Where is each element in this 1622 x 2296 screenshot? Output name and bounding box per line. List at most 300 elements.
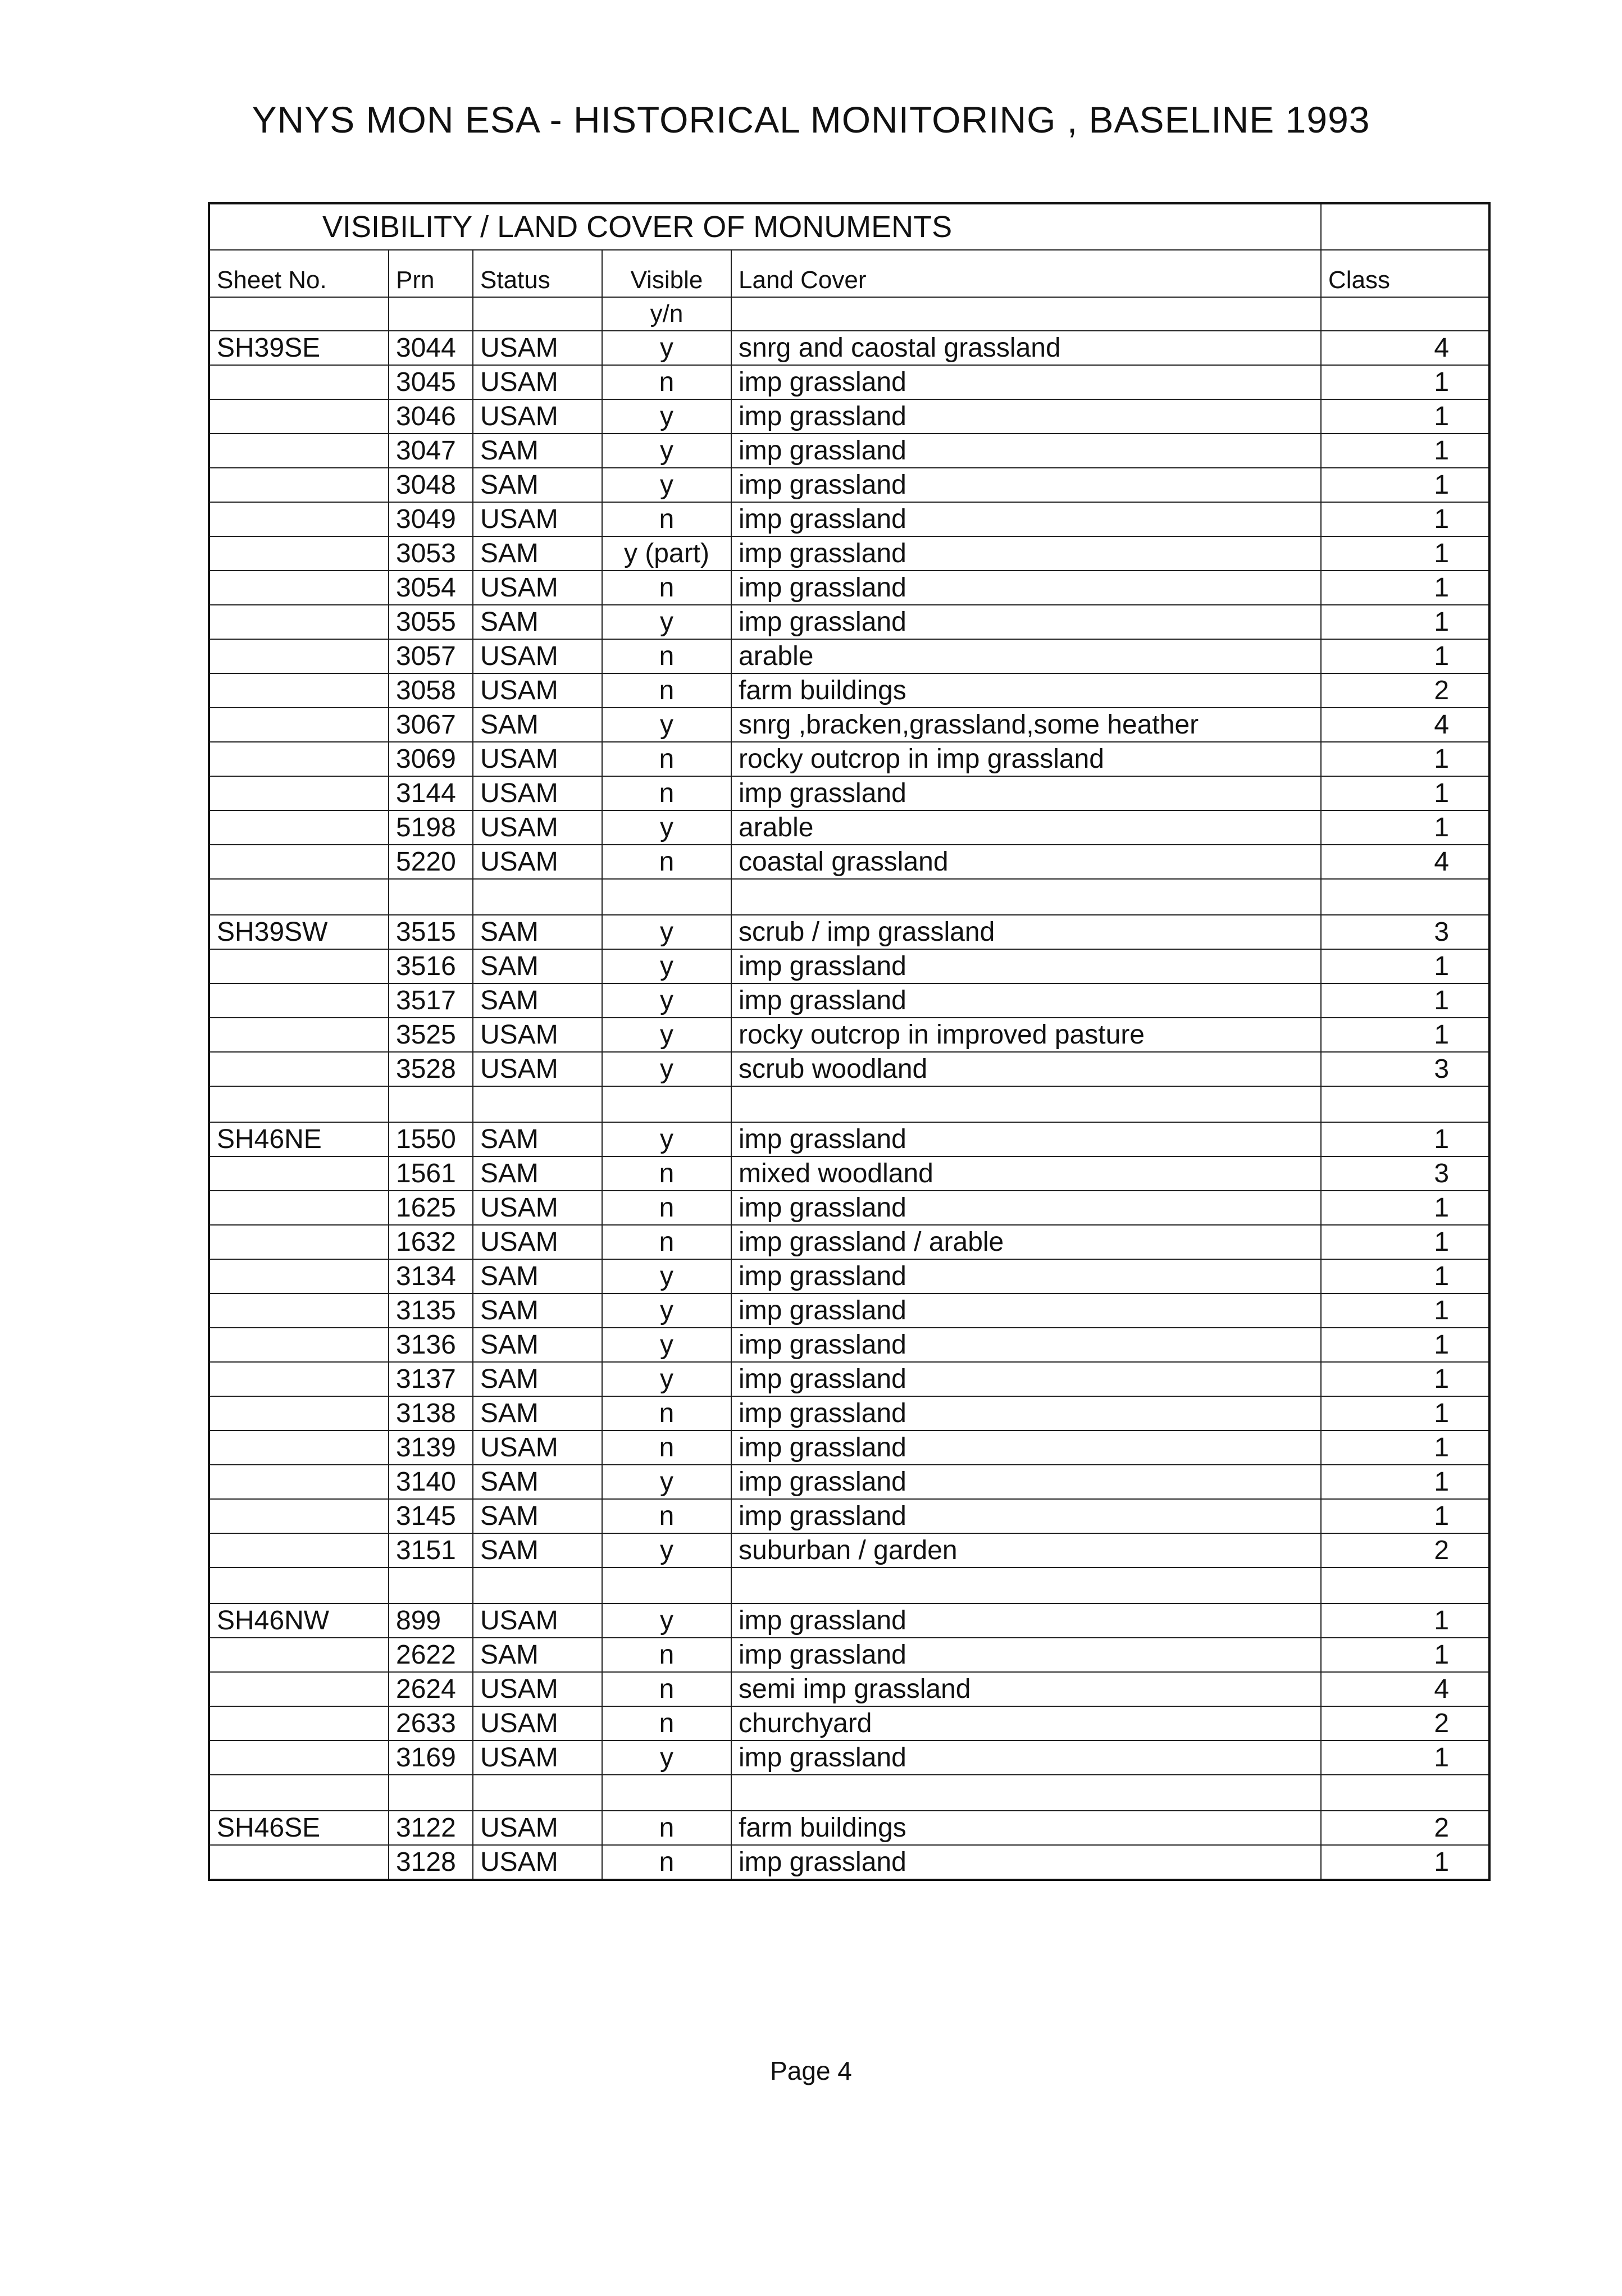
prn-cell: 3048 (389, 468, 473, 502)
class-cell: 1 (1321, 1293, 1489, 1328)
prn-cell: 3516 (389, 949, 473, 983)
empty-cell (209, 1086, 389, 1122)
empty-cell (602, 1086, 731, 1122)
prn-cell: 5198 (389, 810, 473, 845)
prn-cell: 3151 (389, 1533, 473, 1568)
visible-cell: y (602, 949, 731, 983)
land-cover-cell: imp grassland (731, 949, 1321, 983)
land-cover-cell: imp grassland (731, 1259, 1321, 1293)
sheet-no-cell: SH39SW (209, 915, 389, 949)
table-row (209, 1845, 1489, 1880)
empty-cell (209, 639, 389, 673)
visible-cell: y (602, 810, 731, 845)
table-row (209, 434, 1489, 468)
prn-cell: 3515 (389, 915, 473, 949)
visible-cell: y (part) (602, 536, 731, 571)
table-row (209, 742, 1489, 776)
visible-cell: y (602, 1741, 731, 1775)
class-cell: 2 (1321, 1533, 1489, 1568)
class-cell: 2 (1321, 1811, 1489, 1845)
table-row (209, 639, 1489, 673)
table-row (209, 1672, 1489, 1706)
land-cover-cell: suburban / garden (731, 1533, 1321, 1568)
table-row (209, 949, 1489, 983)
land-cover-cell: imp grassland (731, 1465, 1321, 1499)
class-cell: 1 (1321, 571, 1489, 605)
status-cell: SAM (473, 434, 602, 468)
visible-cell: y (602, 1362, 731, 1396)
spacer-row (209, 1775, 1489, 1811)
class-cell: 1 (1321, 1191, 1489, 1225)
empty-cell (209, 845, 389, 879)
land-cover-cell: imp grassland (731, 1431, 1321, 1465)
visible-cell: y (602, 708, 731, 742)
empty-cell (1321, 1775, 1489, 1811)
table-row (209, 708, 1489, 742)
visible-cell: n (602, 1191, 731, 1225)
land-cover-cell: semi imp grassland (731, 1672, 1321, 1706)
table-row (209, 1465, 1489, 1499)
class-cell: 1 (1321, 1259, 1489, 1293)
prn-cell: 3057 (389, 639, 473, 673)
empty-cell (602, 1568, 731, 1603)
land-cover-cell: farm buildings (731, 1811, 1321, 1845)
empty-cell (209, 1156, 389, 1191)
prn-cell: 3528 (389, 1052, 473, 1086)
header-prn: Prn (389, 250, 473, 297)
prn-cell: 2633 (389, 1706, 473, 1741)
table-row (209, 365, 1489, 399)
prn-cell: 3517 (389, 983, 473, 1018)
status-cell: SAM (473, 1396, 602, 1431)
empty-cell (209, 1018, 389, 1052)
empty-cell (209, 776, 389, 810)
prn-cell: 3058 (389, 673, 473, 708)
land-cover-cell: imp grassland (731, 1328, 1321, 1362)
class-cell: 3 (1321, 915, 1489, 949)
prn-cell: 1561 (389, 1156, 473, 1191)
empty-cell (209, 1431, 389, 1465)
class-cell: 1 (1321, 605, 1489, 639)
status-cell: USAM (473, 810, 602, 845)
empty-cell (731, 1568, 1321, 1603)
class-cell: 1 (1321, 776, 1489, 810)
prn-cell: 5220 (389, 845, 473, 879)
table-row (209, 983, 1489, 1018)
empty-cell (209, 1499, 389, 1533)
status-cell: USAM (473, 776, 602, 810)
prn-cell: 3045 (389, 365, 473, 399)
empty-cell (389, 1775, 473, 1811)
land-cover-cell: snrg ,bracken,grassland,some heather (731, 708, 1321, 742)
visible-cell: y (602, 434, 731, 468)
table-row (209, 1533, 1489, 1568)
table-row (209, 1156, 1489, 1191)
table-caption: VISIBILITY / LAND COVER OF MONUMENTS (209, 203, 1321, 250)
status-cell: USAM (473, 1191, 602, 1225)
land-cover-cell: arable (731, 810, 1321, 845)
empty-cell (209, 605, 389, 639)
visible-cell: y (602, 983, 731, 1018)
status-cell: SAM (473, 1328, 602, 1362)
header-sheet-no: Sheet No. (209, 250, 389, 297)
prn-cell: 2624 (389, 1672, 473, 1706)
status-cell: USAM (473, 1225, 602, 1259)
land-cover-cell: imp grassland (731, 1603, 1321, 1638)
empty-cell (1321, 1568, 1489, 1603)
visible-cell: n (602, 571, 731, 605)
prn-cell: 3128 (389, 1845, 473, 1880)
status-cell: SAM (473, 1638, 602, 1672)
empty-cell (209, 365, 389, 399)
prn-cell: 3049 (389, 502, 473, 536)
prn-cell: 3069 (389, 742, 473, 776)
empty-cell (209, 1533, 389, 1568)
empty-cell (209, 708, 389, 742)
prn-cell: 1632 (389, 1225, 473, 1259)
empty-cell (209, 399, 389, 434)
status-cell: SAM (473, 983, 602, 1018)
empty-cell (209, 1225, 389, 1259)
empty-cell (209, 1672, 389, 1706)
empty-cell (1321, 879, 1489, 915)
class-cell: 1 (1321, 1328, 1489, 1362)
status-cell: SAM (473, 605, 602, 639)
empty-cell (731, 1775, 1321, 1811)
empty-cell (209, 468, 389, 502)
class-cell: 1 (1321, 949, 1489, 983)
status-cell: USAM (473, 1741, 602, 1775)
spacer-row (209, 1086, 1489, 1122)
empty-cell (209, 949, 389, 983)
visible-cell: n (602, 845, 731, 879)
prn-cell: 3135 (389, 1293, 473, 1328)
class-cell: 1 (1321, 536, 1489, 571)
empty-cell (209, 742, 389, 776)
land-cover-cell: scrub / imp grassland (731, 915, 1321, 949)
visible-cell: n (602, 1672, 731, 1706)
empty-cell (473, 1775, 602, 1811)
status-cell: USAM (473, 1845, 602, 1880)
status-cell: SAM (473, 1156, 602, 1191)
empty-cell (209, 536, 389, 571)
class-cell: 1 (1321, 1499, 1489, 1533)
prn-cell: 3054 (389, 571, 473, 605)
land-cover-cell: imp grassland (731, 365, 1321, 399)
sheet-no-cell: SH46NE (209, 1122, 389, 1156)
visible-cell: y (602, 331, 731, 365)
prn-cell: 3053 (389, 536, 473, 571)
table-row (209, 1052, 1489, 1086)
land-cover-cell: imp grassland (731, 399, 1321, 434)
visible-cell: n (602, 1499, 731, 1533)
visible-cell: y (602, 399, 731, 434)
visible-cell: n (602, 1638, 731, 1672)
table-row (209, 536, 1489, 571)
visible-cell: y (602, 1018, 731, 1052)
land-cover-cell: arable (731, 639, 1321, 673)
land-cover-cell: imp grassland (731, 434, 1321, 468)
land-cover-cell: farm buildings (731, 673, 1321, 708)
class-cell: 1 (1321, 502, 1489, 536)
land-cover-cell: imp grassland (731, 1293, 1321, 1328)
class-cell: 1 (1321, 434, 1489, 468)
empty-cell (209, 1775, 389, 1811)
land-cover-cell: imp grassland (731, 468, 1321, 502)
status-cell: USAM (473, 1603, 602, 1638)
land-cover-cell: coastal grassland (731, 845, 1321, 879)
status-cell: USAM (473, 673, 602, 708)
table-row (209, 915, 1489, 949)
page-title: YNYS MON ESA - HISTORICAL MONITORING , BASELINE 1993 (252, 99, 1370, 140)
table-row (209, 1706, 1489, 1741)
empty-cell (209, 673, 389, 708)
prn-cell: 3067 (389, 708, 473, 742)
visible-cell: y (602, 1293, 731, 1328)
prn-cell: 3137 (389, 1362, 473, 1396)
visible-cell: n (602, 1225, 731, 1259)
prn-cell: 3525 (389, 1018, 473, 1052)
empty-cell (1321, 1086, 1489, 1122)
prn-cell: 3145 (389, 1499, 473, 1533)
status-cell: SAM (473, 1293, 602, 1328)
empty-cell (389, 297, 473, 331)
visible-cell: n (602, 673, 731, 708)
empty-cell (209, 1293, 389, 1328)
visible-cell: y (602, 1259, 731, 1293)
table-row (209, 399, 1489, 434)
class-cell: 1 (1321, 639, 1489, 673)
header-class: Class (1321, 250, 1489, 297)
empty-cell (473, 879, 602, 915)
visible-cell: y (602, 1533, 731, 1568)
empty-cell (389, 879, 473, 915)
table-row (209, 845, 1489, 879)
table-row (209, 1018, 1489, 1052)
empty-cell (209, 1362, 389, 1396)
land-cover-cell: imp grassland (731, 1638, 1321, 1672)
table-row (209, 1811, 1489, 1845)
prn-cell: 1625 (389, 1191, 473, 1225)
prn-cell: 3134 (389, 1259, 473, 1293)
spacer-row (209, 1568, 1489, 1603)
class-cell: 1 (1321, 1845, 1489, 1880)
class-cell: 1 (1321, 1465, 1489, 1499)
class-cell: 1 (1321, 365, 1489, 399)
status-cell: USAM (473, 331, 602, 365)
class-cell: 1 (1321, 742, 1489, 776)
land-cover-cell: snrg and caostal grassland (731, 331, 1321, 365)
status-cell: USAM (473, 1431, 602, 1465)
caption-empty-cell (1321, 203, 1489, 250)
prn-cell: 3044 (389, 331, 473, 365)
land-cover-cell: imp grassland (731, 571, 1321, 605)
visible-cell: y (602, 1328, 731, 1362)
empty-cell (209, 983, 389, 1018)
prn-cell: 3138 (389, 1396, 473, 1431)
status-cell: SAM (473, 536, 602, 571)
visible-cell: n (602, 1845, 731, 1880)
land-cover-cell: mixed woodland (731, 1156, 1321, 1191)
header-row (209, 250, 1489, 297)
land-cover-cell: imp grassland (731, 1499, 1321, 1533)
class-cell: 1 (1321, 399, 1489, 434)
class-cell: 1 (1321, 983, 1489, 1018)
empty-cell (209, 1259, 389, 1293)
monuments-table (208, 202, 1491, 1881)
visible-cell: y (602, 468, 731, 502)
empty-cell (731, 297, 1321, 331)
status-cell: USAM (473, 639, 602, 673)
visible-cell: n (602, 776, 731, 810)
empty-cell (209, 1741, 389, 1775)
land-cover-cell: imp grassland (731, 536, 1321, 571)
spacer-row (209, 879, 1489, 915)
visible-cell: y (602, 915, 731, 949)
class-cell: 4 (1321, 1672, 1489, 1706)
visible-cell: y (602, 605, 731, 639)
status-cell: USAM (473, 502, 602, 536)
empty-cell (389, 1568, 473, 1603)
class-cell: 1 (1321, 1396, 1489, 1431)
prn-cell: 3122 (389, 1811, 473, 1845)
table-row (209, 1191, 1489, 1225)
visible-cell: n (602, 1431, 731, 1465)
status-cell: SAM (473, 1533, 602, 1568)
empty-cell (209, 1845, 389, 1880)
land-cover-cell: imp grassland / arable (731, 1225, 1321, 1259)
land-cover-cell: imp grassland (731, 1362, 1321, 1396)
sheet-no-cell: SH39SE (209, 331, 389, 365)
empty-cell (209, 1568, 389, 1603)
prn-cell: 3169 (389, 1741, 473, 1775)
class-cell: 1 (1321, 1122, 1489, 1156)
sheet-no-cell: SH46SE (209, 1811, 389, 1845)
empty-cell (209, 1191, 389, 1225)
class-cell: 1 (1321, 1018, 1489, 1052)
table-row (209, 1293, 1489, 1328)
status-cell: SAM (473, 915, 602, 949)
class-cell: 1 (1321, 1431, 1489, 1465)
land-cover-cell: imp grassland (731, 502, 1321, 536)
land-cover-cell: rocky outcrop in improved pasture (731, 1018, 1321, 1052)
visible-cell: n (602, 502, 731, 536)
table-row (209, 1362, 1489, 1396)
table-row (209, 1603, 1489, 1638)
class-cell: 4 (1321, 708, 1489, 742)
table-row (209, 1638, 1489, 1672)
visible-cell: y (602, 1465, 731, 1499)
table-row (209, 605, 1489, 639)
class-cell: 4 (1321, 845, 1489, 879)
status-cell: SAM (473, 949, 602, 983)
empty-cell (389, 1086, 473, 1122)
visible-cell: n (602, 1396, 731, 1431)
table-row (209, 1259, 1489, 1293)
empty-cell (209, 810, 389, 845)
land-cover-cell: imp grassland (731, 1396, 1321, 1431)
empty-cell (209, 879, 389, 915)
status-cell: SAM (473, 1362, 602, 1396)
prn-cell: 2622 (389, 1638, 473, 1672)
class-cell: 1 (1321, 1225, 1489, 1259)
empty-cell (209, 502, 389, 536)
table-row (209, 468, 1489, 502)
empty-cell (731, 1086, 1321, 1122)
prn-cell: 3140 (389, 1465, 473, 1499)
status-cell: USAM (473, 845, 602, 879)
empty-cell (209, 1328, 389, 1362)
empty-cell (209, 1052, 389, 1086)
visible-cell: n (602, 639, 731, 673)
empty-cell (602, 1775, 731, 1811)
status-cell: SAM (473, 1499, 602, 1533)
land-cover-cell: imp grassland (731, 776, 1321, 810)
land-cover-cell: imp grassland (731, 605, 1321, 639)
visible-cell: y (602, 1052, 731, 1086)
empty-cell (1321, 297, 1489, 331)
land-cover-cell: scrub woodland (731, 1052, 1321, 1086)
status-cell: USAM (473, 1706, 602, 1741)
status-cell: USAM (473, 1052, 602, 1086)
class-cell: 1 (1321, 1362, 1489, 1396)
header-visible: Visible (602, 250, 731, 297)
empty-cell (209, 297, 389, 331)
table-row (209, 1122, 1489, 1156)
table-row (209, 502, 1489, 536)
visible-cell: n (602, 742, 731, 776)
visible-cell: y (602, 1122, 731, 1156)
sheet-no-cell: SH46NW (209, 1603, 389, 1638)
land-cover-cell: imp grassland (731, 1845, 1321, 1880)
header-status: Status (473, 250, 602, 297)
status-cell: SAM (473, 1122, 602, 1156)
class-cell: 2 (1321, 1706, 1489, 1741)
empty-cell (473, 1086, 602, 1122)
class-cell: 1 (1321, 1603, 1489, 1638)
prn-cell: 3144 (389, 776, 473, 810)
status-cell: USAM (473, 1672, 602, 1706)
status-cell: USAM (473, 365, 602, 399)
prn-cell: 1550 (389, 1122, 473, 1156)
status-cell: USAM (473, 742, 602, 776)
land-cover-cell: imp grassland (731, 1741, 1321, 1775)
empty-cell (209, 571, 389, 605)
class-cell: 4 (1321, 331, 1489, 365)
empty-cell (473, 1568, 602, 1603)
prn-cell: 3139 (389, 1431, 473, 1465)
prn-cell: 3047 (389, 434, 473, 468)
empty-cell (209, 1396, 389, 1431)
empty-cell (731, 879, 1321, 915)
status-cell: USAM (473, 1811, 602, 1845)
status-cell: SAM (473, 1465, 602, 1499)
class-cell: 1 (1321, 468, 1489, 502)
status-cell: USAM (473, 1018, 602, 1052)
status-cell: SAM (473, 468, 602, 502)
empty-cell (209, 1706, 389, 1741)
land-cover-cell: imp grassland (731, 1191, 1321, 1225)
empty-cell (209, 1465, 389, 1499)
header-subrow (209, 297, 1489, 331)
prn-cell: 3136 (389, 1328, 473, 1362)
table-row (209, 810, 1489, 845)
class-cell: 3 (1321, 1052, 1489, 1086)
table-row (209, 1225, 1489, 1259)
table-row (209, 1741, 1489, 1775)
table-row (209, 331, 1489, 365)
visible-cell: n (602, 1811, 731, 1845)
